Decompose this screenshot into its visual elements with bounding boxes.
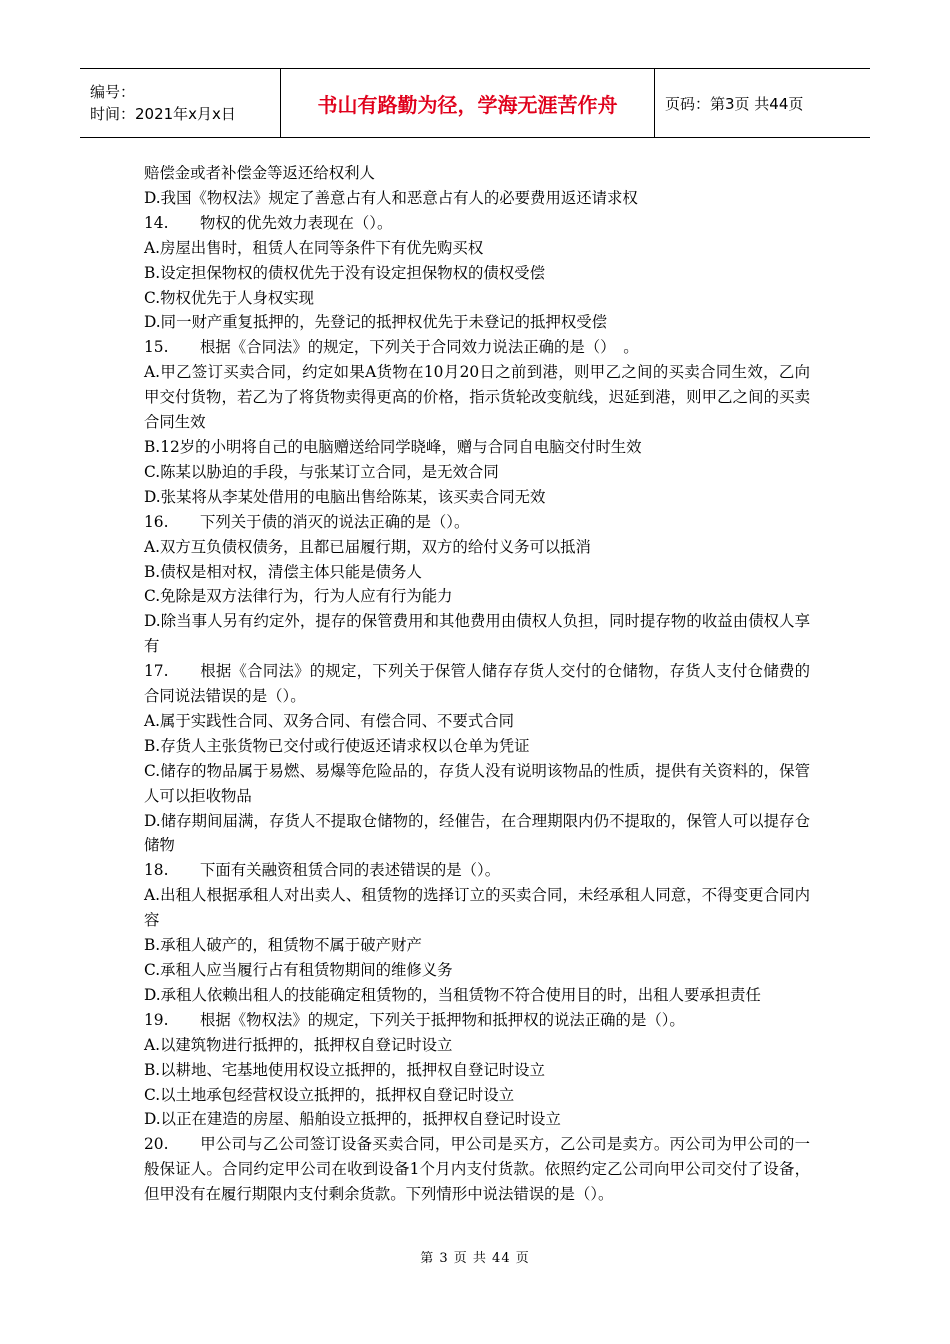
question-text: 物权的优先效力表现在（）。	[200, 213, 393, 232]
question-number: 18.	[144, 861, 169, 880]
question-stem	[144, 659, 810, 709]
body-line: D.以正在建造的房屋、船舶设立抵押的，抵押权自登记时设立	[144, 1110, 561, 1129]
header-page-info: 页码：第3页 共44页	[665, 94, 804, 113]
body-line: B.存货人主张货物已交付或行使返还请求权以仓单为凭证	[144, 736, 530, 755]
question-number: 19.	[144, 1010, 169, 1029]
question-text: 根据《合同法》的规定，下列关于保管人储存存货人交付的仓储物，存货人支付仓储费的合同说法错误的是（）。	[144, 662, 810, 706]
body-line: A.甲乙签订买卖合同，约定如果A货物在10月20日之前到港，则甲乙之间的买卖合同生效，乙向甲交付货物，若乙为了将货物卖得更高的价格，指示货轮改变航线，迟延到港，则甲乙之间的买卖合同生效	[144, 363, 810, 432]
body-line: C.陈某以胁迫的手段，与张某订立合同，是无效合同	[144, 462, 499, 481]
page-header	[80, 68, 870, 138]
body-line: C.承租人应当履行占有租赁物期间的维修义务	[144, 961, 453, 979]
question-number: 16.	[144, 512, 169, 531]
question-number: 15.	[144, 338, 169, 357]
question-text: 根据《物权法》的规定，下列关于抵押物和抵押权的说法正确的是（）。	[200, 1010, 685, 1029]
question-stem	[144, 858, 810, 883]
body-line: B.设定担保物权的债权优先于没有设定担保物权的债权受偿	[144, 263, 545, 282]
header-motto: 书山有路勤为径，学海无涯苦作舟	[280, 69, 655, 137]
body-line: D.我国《物权法》规定了善意占有人和恶意占有人的必要费用返还请求权	[144, 188, 638, 207]
document-date: 时间：2021年x月x日	[90, 105, 236, 123]
body-line: D.同一财产重复抵押的，先登记的抵押权优先于未登记的抵押权受偿	[144, 313, 608, 332]
document-number-label: 编号：	[90, 83, 136, 101]
body-line: D.储存期间届满，存货人不提取仓储物的，经催告，在合理期限内仍不提取的，保管人可以提存仓储物	[144, 811, 810, 855]
question-number: 14.	[144, 213, 169, 232]
question-text: 根据《合同法》的规定，下列关于合同效力说法正确的是（） 。	[200, 338, 639, 357]
question-number: 20.	[144, 1135, 169, 1154]
header-meta	[80, 69, 280, 137]
body-line: D.张某将从李某处借用的电脑出售给陈某，该买卖合同无效	[144, 487, 546, 506]
body-line: D.承租人依赖出租人的技能确定租赁物的，当租赁物不符合使用目的时，出租人要承担责任	[144, 985, 761, 1004]
body-line: A.属于实践性合同、双务合同、有偿合同、不要式合同	[144, 711, 514, 730]
body-line: A.房屋出售时，租赁人在同等条件下有优先购买权	[144, 238, 484, 257]
body-line: A.出租人根据承租人对出卖人、租赁物的选择订立的买卖合同，未经承租人同意，不得变更合同内容	[144, 886, 810, 930]
body-line: 赔偿金或者补偿金等返还给权利人	[144, 164, 375, 182]
body-line: C.物权优先于人身权实现	[144, 288, 315, 307]
body-line: D.除当事人另有约定外，提存的保管费用和其他费用由债权人负担，同时提存物的收益由债权人享有	[144, 612, 810, 656]
question-text: 下面有关融资租赁合同的表述错误的是（）。	[200, 861, 501, 880]
question-stem	[144, 335, 810, 360]
body-line: A.以建筑物进行抵押的，抵押权自登记时设立	[144, 1035, 453, 1054]
question-stem	[144, 1008, 810, 1033]
body-line: C.储存的物品属于易燃、易爆等危险品的，存货人没有说明该物品的性质，提供有关资料的，保管人可以拒收物品	[144, 761, 810, 805]
question-text: 下列关于债的消灭的说法正确的是（）。	[200, 512, 470, 531]
body-line: B.以耕地、宅基地使用权设立抵押的，抵押权自登记时设立	[144, 1060, 545, 1079]
body-line: C.以土地承包经营权设立抵押的，抵押权自登记时设立	[144, 1085, 515, 1104]
body-line: A.双方互负债权债务，且都已届履行期，双方的给付义务可以抵消	[144, 537, 591, 556]
body-line: B.12岁的小明将自己的电脑赠送给同学晓峰，赠与合同自电脑交付时生效	[144, 437, 642, 456]
question-text: 甲公司与乙公司签订设备买卖合同，甲公司是买方，乙公司是卖方。丙公司为甲公司的一般保证人。合同约定甲公司在收到设备1个月内支付货款。依照约定乙公司向甲公司交付了设备，但甲没有在履行期限内支付剩余货款。下列情形中说法错误的是（）。	[144, 1135, 810, 1204]
question-stem	[144, 211, 810, 236]
question-stem	[144, 510, 810, 535]
page-footer: 第 3 页 共 44 页	[420, 1251, 530, 1266]
body-line: B.债权是相对权，清偿主体只能是债务人	[144, 562, 422, 581]
question-stem	[144, 1132, 810, 1207]
question-number: 17.	[144, 662, 169, 681]
document-body	[144, 161, 810, 1207]
body-line: B.承租人破产的，租赁物不属于破产财产	[144, 936, 422, 955]
body-line: C.免除是双方法律行为，行为人应有行为能力	[144, 587, 453, 606]
